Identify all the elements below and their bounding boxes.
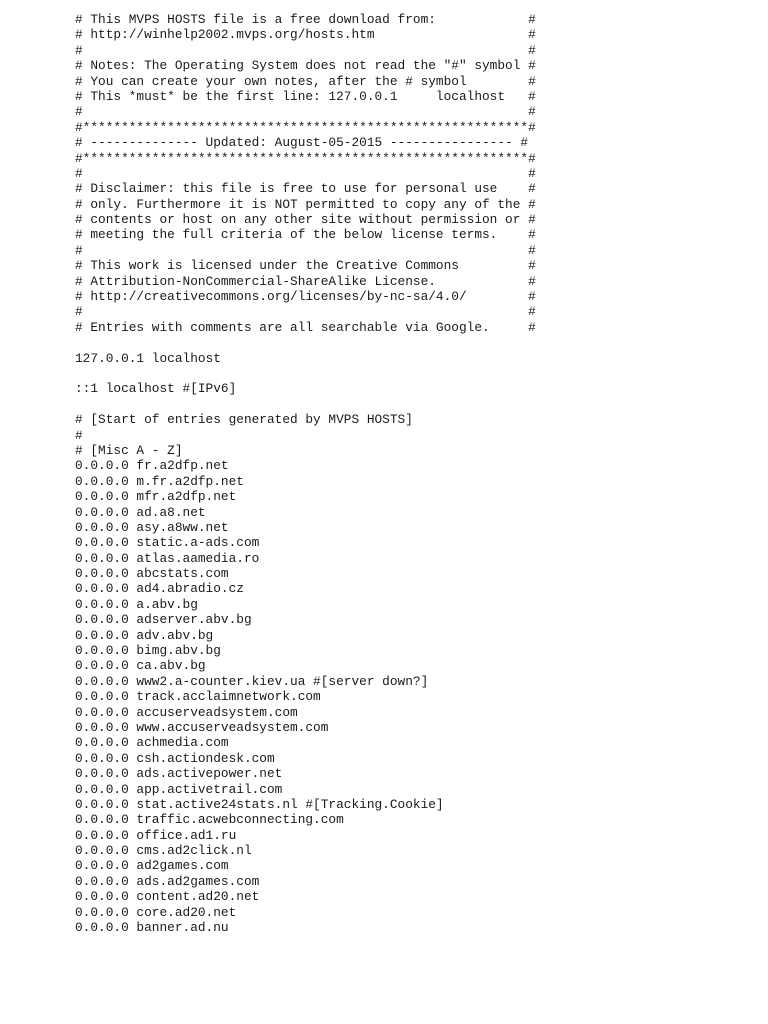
comment-line: # Attribution-NonCommercial-ShareAlike License. # <box>75 273 536 289</box>
comment-line: # http://creativecommons.org/licenses/by-nc-sa/4.0/ # <box>75 289 536 305</box>
comment-line: #**********************************************************# <box>75 119 536 135</box>
comment-line: # # <box>75 104 536 120</box>
blank-line <box>75 366 535 381</box>
host-entry-line: 0.0.0.0 abcstats.com <box>75 566 229 582</box>
host-entry-line: 0.0.0.0 www2.a-counter.kiev.ua #[server down?] <box>75 673 429 689</box>
comment-line: # This *must* be the first line: 127.0.0.1 localhost # <box>75 88 536 104</box>
host-entry-line: 0.0.0.0 content.ad20.net <box>75 889 260 905</box>
host-entry-line: 0.0.0.0 office.ad1.ru <box>75 827 237 843</box>
host-entry-line: 0.0.0.0 ad2games.com <box>75 858 229 874</box>
comment-line: # # <box>75 165 536 181</box>
comment-line: # Entries with comments are all searchable via Google. # <box>75 319 536 335</box>
comment-line: # <box>75 427 83 443</box>
comment-line: # [Misc A - Z] <box>75 442 183 458</box>
host-entry-line: 0.0.0.0 a.abv.bg <box>75 596 198 612</box>
comment-line: # # <box>75 242 536 258</box>
comment-line: # -------------- Updated: August-05-2015 ---------------- # <box>75 135 529 151</box>
host-entry-line: 0.0.0.0 accuserveadsystem.com <box>75 704 298 720</box>
localhost-entry-line: ::1 localhost #[IPv6] <box>75 381 237 397</box>
comment-line: # contents or host on any other site without permission or # <box>75 212 536 228</box>
host-entry-line: 0.0.0.0 static.a-ads.com <box>75 535 260 551</box>
blank-line <box>75 397 535 412</box>
host-entry-line: 0.0.0.0 fr.a2dfp.net <box>75 458 229 474</box>
comment-line: # Notes: The Operating System does not read the "#" symbol # <box>75 58 536 74</box>
host-entry-line: 0.0.0.0 csh.actiondesk.com <box>75 750 275 766</box>
host-entry-line: 0.0.0.0 track.acclaimnetwork.com <box>75 689 321 705</box>
host-entry-line: 0.0.0.0 mfr.a2dfp.net <box>75 489 237 505</box>
host-entry-line: 0.0.0.0 atlas.aamedia.ro <box>75 550 260 566</box>
host-entry-line: 0.0.0.0 ads.ad2games.com <box>75 873 260 889</box>
host-entry-line: 0.0.0.0 traffic.acwebconnecting.com <box>75 812 344 828</box>
host-entry-line: 0.0.0.0 core.ad20.net <box>75 904 237 920</box>
comment-line: # only. Furthermore it is NOT permitted to copy any of the # <box>75 196 536 212</box>
localhost-entry-line: 127.0.0.1 localhost <box>75 350 221 366</box>
comment-line: # [Start of entries generated by MVPS HOSTS] <box>75 412 413 428</box>
host-entry-line: 0.0.0.0 achmedia.com <box>75 735 229 751</box>
host-entry-line: 0.0.0.0 adv.abv.bg <box>75 627 214 643</box>
comment-line: # You can create your own notes, after the # symbol # <box>75 73 536 89</box>
host-entry-line: 0.0.0.0 app.activetrail.com <box>75 781 283 797</box>
comment-line: # meeting the full criteria of the below license terms. # <box>75 227 536 243</box>
comment-line: # # <box>75 304 536 320</box>
blank-line <box>75 335 535 350</box>
comment-line: # # <box>75 42 536 58</box>
host-entry-line: 0.0.0.0 ca.abv.bg <box>75 658 206 674</box>
host-entry-line: 0.0.0.0 cms.ad2click.nl <box>75 843 252 859</box>
comment-line: # This work is licensed under the Creative Commons # <box>75 258 536 274</box>
host-entry-line: 0.0.0.0 banner.ad.nu <box>75 920 229 936</box>
comment-line: # Disclaimer: this file is free to use for personal use # <box>75 181 536 197</box>
host-entry-line: 0.0.0.0 www.accuserveadsystem.com <box>75 719 329 735</box>
host-entry-line: 0.0.0.0 bimg.abv.bg <box>75 643 221 659</box>
host-entry-line: 0.0.0.0 adserver.abv.bg <box>75 612 252 628</box>
host-entry-line: 0.0.0.0 stat.active24stats.nl #[Tracking.Cookie] <box>75 796 444 812</box>
hosts-file-document <box>75 12 535 935</box>
host-entry-line: 0.0.0.0 m.fr.a2dfp.net <box>75 473 244 489</box>
comment-line: # This MVPS HOSTS file is a free download from: # <box>75 12 536 27</box>
host-entry-line: 0.0.0.0 ads.activepower.net <box>75 766 283 782</box>
host-entry-line: 0.0.0.0 ad4.abradio.cz <box>75 581 244 597</box>
host-entry-line: 0.0.0.0 ad.a8.net <box>75 504 206 520</box>
comment-line: #**********************************************************# <box>75 150 536 166</box>
comment-line: # http://winhelp2002.mvps.org/hosts.htm # <box>75 27 536 43</box>
host-entry-line: 0.0.0.0 asy.a8ww.net <box>75 519 229 535</box>
